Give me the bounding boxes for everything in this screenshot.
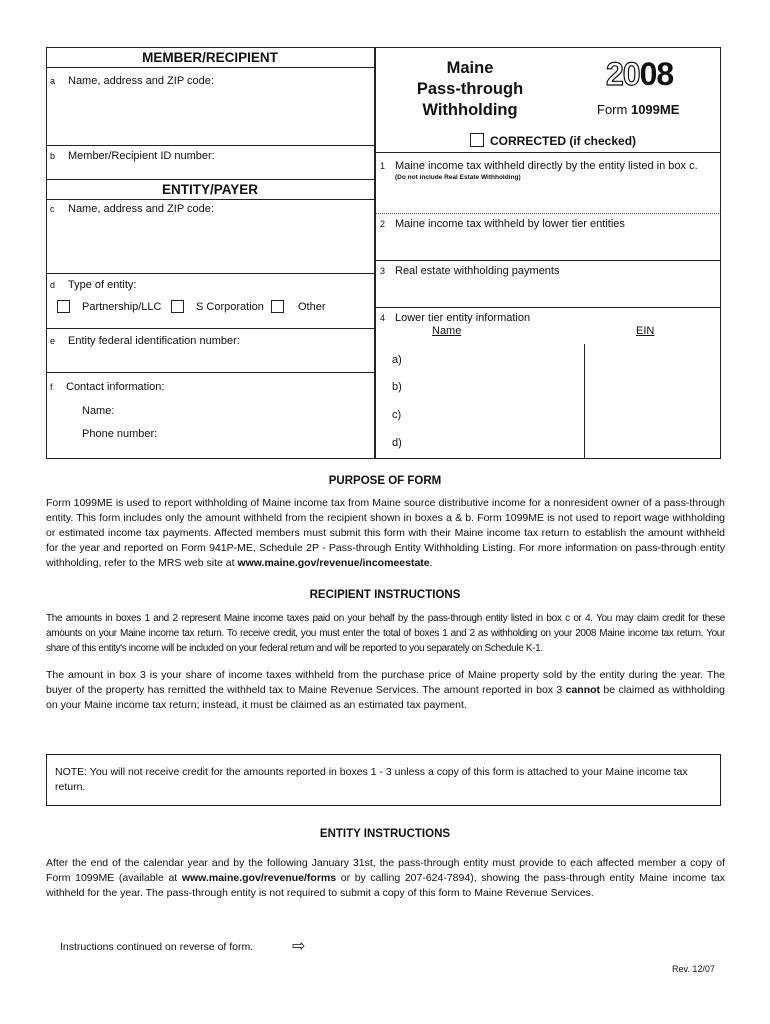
lower-tier-row-a: a) [392,354,402,366]
divider [46,273,374,274]
tax-year: 2008 [606,56,674,92]
box-a-label: a Name, address and ZIP code: [50,75,214,87]
col-name-header: Name [432,325,462,337]
divider [376,260,721,261]
box-d-label: d Type of entity: [50,279,137,291]
continued-on-reverse: Instructions continued on reverse of form. [60,941,254,953]
contact-phone-field[interactable] [165,426,368,440]
divider [46,328,374,329]
purpose-text: Form 1099ME is used to report withholding of Maine income tax from Maine source distributive income for a nonresident owner of a pass-through entity. This form includes only the amount withheld from the recipient shown in boxes a & b. Form 1099ME is not used to report wage withholding or estimated income tax payments. Affected members must submit this form with their Maine income tax return to establish the amount withheld for the year and reported on Form 941P-ME, Schedule 2P - Pass-through Entity Withholding Listing. For more information on pass-through entity withholding, refer to the MRS web site at www.maine.gov/revenue/incomeestate. [46,497,725,569]
box-1-label: 1 Maine income tax withheld directly by the entity listed in box c. [380,160,698,172]
divider [46,67,374,68]
box-3-amount-field[interactable] [395,280,715,304]
partnership-llc-label: Partnership/LLC [82,301,162,313]
recipient-instructions-heading: RECIPIENT INSTRUCTIONS [309,589,461,601]
contact-name-field[interactable] [120,403,368,417]
entity-ein-field[interactable] [70,350,368,368]
revision-date: Rev. 12/07 [672,964,715,974]
box-1-amount-field[interactable] [395,184,715,210]
box-f-label: f Contact information: [50,381,165,393]
s-corporation-label: S Corporation [196,301,264,313]
form-title: Maine Pass-through Withholding [416,59,524,119]
partnership-llc-checkbox[interactable] [57,300,70,313]
s-corporation-checkbox[interactable] [171,300,184,313]
name-ein-divider [584,344,585,459]
box-e-label: e Entity federal identification number: [50,335,240,347]
recipient-instructions-p2: The amount in box 3 is your share of income taxes withheld from the purchase price of Maine property sold by the entity during the year. The buyer of the property has remitted the withheld tax to Maine Revenue Services. The amount reported in box 3 cannot be claimed as withholding on your Maine income tax return; instead, it must be claimed as an estimated tax payment. [46,669,725,711]
divider [376,307,721,308]
box-4-label: 4 Lower tier entity information [380,312,531,324]
lower-tier-row-b: b) [392,381,402,393]
contact-name-label: Name: [82,405,115,417]
corrected-checkbox[interactable] [470,133,484,147]
lower-tier-name-a-field[interactable] [410,350,580,370]
maine-revenue-incomeestate-link[interactable]: www.maine.gov/revenue/incomeestate [237,557,430,569]
divider [376,213,721,214]
lower-tier-row-d: d) [392,437,402,449]
divider [46,372,374,373]
member-name-address-field[interactable] [70,90,368,142]
divider [46,179,374,180]
box-b-label: b Member/Recipient ID number: [50,150,215,162]
member-recipient-heading: MEMBER/RECIPIENT [142,50,278,65]
divider [376,152,721,153]
other-label: Other [298,301,326,313]
divider [46,145,374,146]
box-2-amount-field[interactable] [395,233,715,257]
entity-instructions-text: After the end of the calendar year and by the following January 31st, the pass-through entity must provide to each affected member a copy of Form 1099ME (available at www.maine.gov/revenue/forms or by calling 207-624-7894), showing the pass-through entity Maine income tax withheld for the year. The pass-through entity is not required to submit a copy of this form to Maine Revenue Services. [46,857,725,899]
member-id-field[interactable] [70,165,368,177]
maine-revenue-forms-link[interactable]: www.maine.gov/revenue/forms [181,872,337,884]
box-3-label: 3 Real estate withholding payments [380,265,560,277]
lower-tier-ein-a-field[interactable] [590,350,715,370]
recipient-instructions-p1: The amounts in boxes 1 and 2 represent Maine income taxes paid on your behalf by the pass-through entity listed in box c or 4. You may claim credit for these amounts on your Maine income tax return. To receive credit, you must enter the total of boxes 1 and 2 as withholding on your 2008 Maine income tax return. Your share of this entity's income will be included on your federal return and will be reported to you separately on Schedule K-1. [46,613,725,654]
purpose-heading: PURPOSE OF FORM [328,475,442,487]
box-2-label: 2 Maine income tax withheld by lower tier entities [380,218,625,230]
entity-instructions-heading: ENTITY INSTRUCTIONS [319,828,451,840]
column-divider [374,47,376,459]
corrected-label: CORRECTED (if checked) [490,134,637,148]
entity-name-address-field[interactable] [70,218,368,270]
col-ein-header: EIN [636,325,655,337]
divider [46,199,374,200]
entity-payer-heading: ENTITY/PAYER [161,182,259,197]
contact-phone-label: Phone number: [82,428,158,440]
lower-tier-row-c: c) [392,409,402,421]
box-c-label: c Name, address and ZIP code: [50,203,214,215]
box-1-note: (Do not include Real Estate Withholding) [395,174,521,181]
other-checkbox[interactable] [271,300,284,313]
right-arrow-icon: ⇨ [292,938,306,955]
credit-note-box: NOTE: You will not receive credit for the amounts reported in boxes 1 - 3 unless a copy of this form is attached to your Maine income tax return. [46,754,721,806]
form-number: Form 1099ME [597,102,680,117]
